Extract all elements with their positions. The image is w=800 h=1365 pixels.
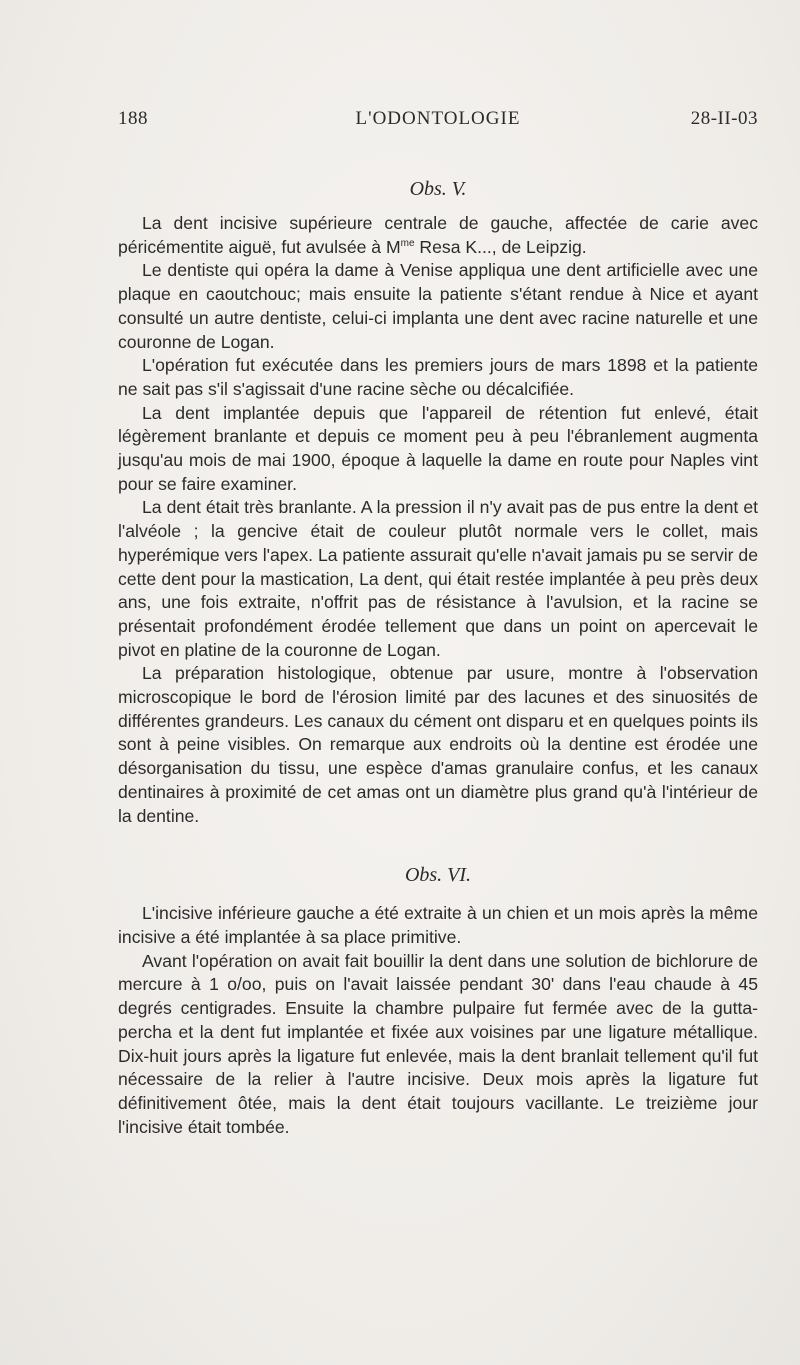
page-number: 188 bbox=[118, 108, 148, 129]
paragraph: L'opération fut exécutée dans les premiers jours de mars 1898 et la patiente ne sait pas s'il s'agissait d'une racine sèche ou décalcifiée. bbox=[118, 355, 758, 399]
paragraph: La dent implantée depuis que l'appareil de rétention fut enlevé, était légèrement branlante et depuis ce moment peu à peu l'ébranlement augmenta jusqu'au mois de mai 1900, époque à laquelle la dame en route pour Naples vint pour se faire examiner. bbox=[118, 402, 758, 494]
paragraph: La dent était très branlante. A la pression il n'y avait pas de pus entre la dent et l'alvéole ; la gencive était de couleur plutôt normale vers le collet, mais hyperémique vers l'apex. La patiente assurait qu'elle n'avait jamais pu se servir de cette dent pour la mastication, La dent, qui était restée implantée à peu près deux ans, une fois extraite, n'offrit pas de résistance à l'avulsion, et la racine se présentait profondément érodée tellement que dans un point on apercevait le pivot en platine de la couronne de Logan. bbox=[118, 497, 758, 660]
section-title-obs-v: Obs. V. bbox=[409, 178, 467, 200]
paragraph: La préparation histologique, obtenue par usure, montre à l'observation microscopique le bord de l'érosion limité par des lacunes et des sinuosités de différentes grandeurs. Les canaux du cément ont disparu et en quelques points ils sont à peine visibles. On remarque aux endroits où la dentine est érodée une désorganisation du tissu, une espèce d'amas granulaire confus, et les canaux dentinaires à proximité de cet amas ont un diamètre plus grand qu'à l'intérieur de la dentine. bbox=[118, 663, 758, 826]
paragraph: Avant l'opération on avait fait bouillir la dent dans une solution de bichlorure de mercure à 1 o/oo, puis on l'avait laissée pendant 30' dans l'eau chaude à 45 degrés centigrades. Ensuite la chambre pulpaire fut fermée avec de la gutta-percha et la dent fut implantée et fixée aux voisines par une ligature métallique. Dix-huit jours après la ligature fut enlevée, mais la dent branlait tellement qu'il fut nécessaire de la relier à l'autre incisive. Deux mois après la ligature fut définitivement ôtée, mais la dent était toujours vacillante. Le treizième jour l'incisive était tombée. bbox=[118, 950, 758, 1137]
journal-title: L'ODONTOLOGIE bbox=[355, 108, 521, 129]
paragraph: L'incisive inférieure gauche a été extraite à un chien et un mois après la même incisive a été implantée à sa place primitive. bbox=[118, 903, 758, 947]
issue-date: 28-II-03 bbox=[690, 108, 758, 129]
article-body bbox=[118, 176, 758, 1139]
section-title-obs-vi: Obs. VI. bbox=[404, 864, 472, 887]
paragraph: La dent incisive supérieure centrale de gauche, affectée de carie avec péricémentite aiguë, fut avulsée à $M^{me}$ Resa K..., de Leipzig. bbox=[118, 213, 758, 257]
paragraph: Le dentiste qui opéra la dame à Venise appliqua une dent artificielle avec une plaque en caoutchouc; mais ensuite la patiente s'étant rendue à Nice et ayant consulté un autre dentiste, celui-ci implanta une dent avec racine naturelle et une couronne de Logan. bbox=[118, 260, 758, 352]
superscript: me bbox=[400, 237, 415, 249]
running-header bbox=[118, 108, 758, 138]
